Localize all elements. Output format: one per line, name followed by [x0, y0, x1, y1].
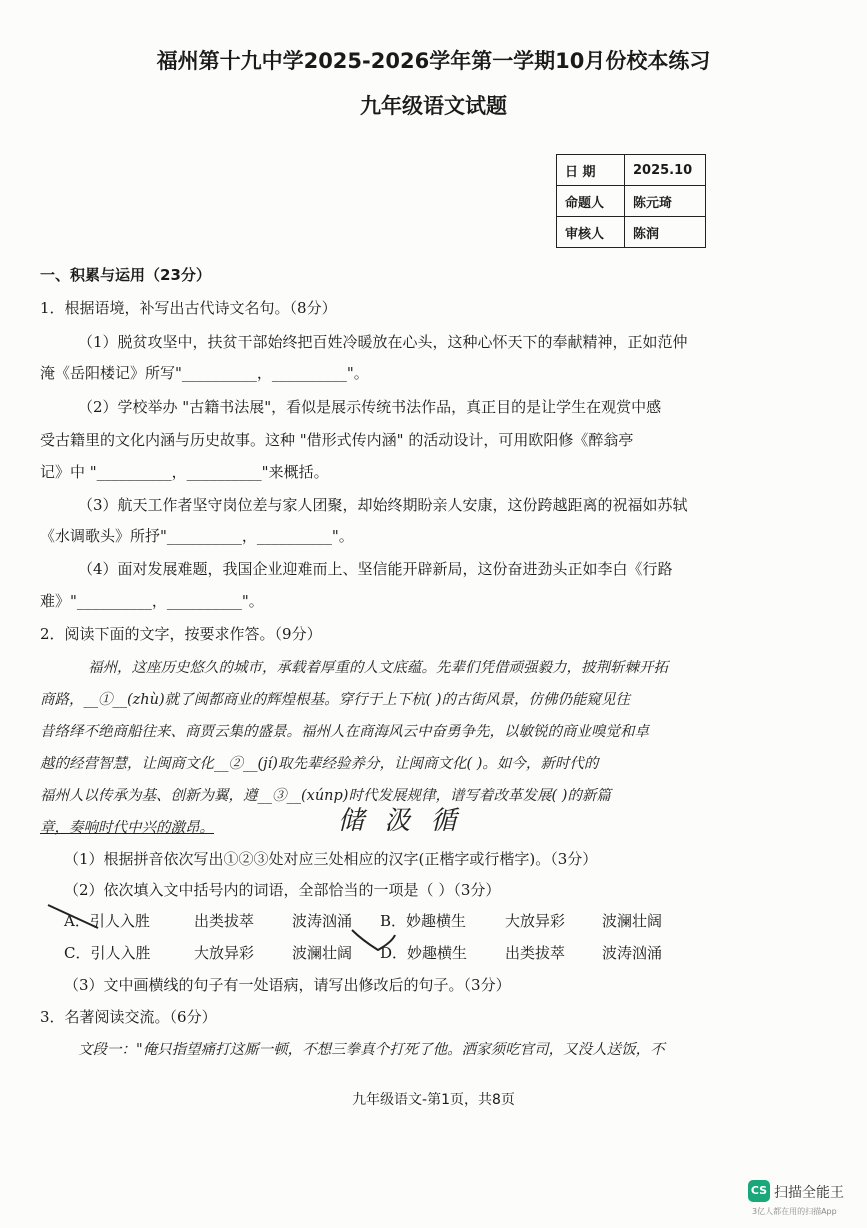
q2-sub-3: （3）文中画横线的句子有一处语病，请写出修改后的句子。（3分） — [64, 976, 511, 994]
option-b-1: B．妙趣横生 — [380, 912, 467, 930]
scanner-brand: 扫描全能王 — [774, 1185, 844, 1201]
section-title: 一、积累与运用（23分） — [40, 266, 211, 284]
option-a-3: 波涛汹涌 — [292, 912, 353, 930]
q1-line: 受古籍里的文化内涵与历史故事。这种 "借形式传内涵" 的活动设计，可用欧阳修《醉翁亭 — [40, 431, 634, 449]
q1-line: 记》中 "__________，__________"来概括。 — [40, 463, 329, 481]
info-value: 陈元琦 — [625, 186, 706, 217]
q1-line: 难》"__________，__________"。 — [40, 592, 264, 610]
question-1-stem: 1．根据语境，补写出古代诗文名句。（8分） — [40, 299, 337, 317]
exam-subtitle: 九年级语文试题 — [360, 94, 507, 118]
option-c-1: C．引人入胜 — [64, 944, 151, 962]
q1-line: （2）学校举办 "古籍书法展"，看似是展示传统书法作品，真正目的是让学生在观赏中感 — [78, 398, 662, 416]
option-a-1: A．引人入胜 — [64, 912, 150, 930]
option-d-3: 波涛汹涌 — [602, 944, 663, 962]
option-a-2: 出类拔萃 — [194, 912, 255, 930]
strike-mark-d — [352, 930, 395, 950]
info-key: 审核人 — [557, 217, 625, 248]
q3-excerpt: 文段一："俺只指望痛打这厮一顿，不想三拳真个打死了他。洒家须吃官司，又没人送饭，不 — [78, 1042, 665, 1058]
option-c-3: 波澜壮阔 — [292, 944, 353, 962]
q2-sub-1: （1）根据拼音依次写出①②③处对应三处相应的汉字(正楷字或行楷字)。（3分） — [64, 850, 598, 868]
question-3-stem: 3．名著阅读交流。（6分） — [40, 1008, 217, 1026]
info-key: 命题人 — [557, 186, 625, 217]
q1-line: 《水调歌头》所抒"__________，__________"。 — [40, 527, 354, 545]
option-b-2: 大放异彩 — [505, 912, 566, 930]
q2-passage-line: 福州，这座历史悠久的城市，承载着厚重的人文底蕴。先辈们凭借顽强毅力，披荆斩棘开拓 — [88, 660, 668, 676]
strike-mark-a — [48, 905, 98, 928]
q2-passage-line: 昔络绎不绝商船往来、商贾云集的盛景。福州人在商海风云中奋勇争先，以敏锐的商业嗅觉和卓 — [40, 724, 649, 740]
page-footer: 九年级语文-第1页，共8页 — [352, 1092, 515, 1108]
q2-sub-2: （2）依次填入文中括号内的词语，全部恰当的一项是（ ）（3分） — [64, 881, 501, 899]
question-2-stem: 2．阅读下面的文字，按要求作答。（9分） — [40, 625, 322, 643]
option-d-2: 出类拔萃 — [505, 944, 566, 962]
q1-line: （4）面对发展难题，我国企业迎难而上、坚信能开辟新局，这份奋进劲头正如李白《行路 — [78, 560, 673, 578]
info-value: 2025.10 — [625, 155, 706, 186]
option-c-2: 大放异彩 — [194, 944, 255, 962]
scanner-logo-icon: CS — [748, 1180, 770, 1202]
q2-passage-line: 福州人以传承为基、创新为翼，遵__③__(xúnp)时代发展规律，谱写着改革发展( )的新篇 — [40, 788, 611, 804]
info-key: 日 期 — [557, 155, 625, 186]
info-value: 陈润 — [625, 217, 706, 248]
q2-passage-line: 越的经营智慧，让闽商文化__②__(jí)取先辈经验养分，让闽商文化( )。如今，新时代的 — [40, 756, 599, 772]
q1-line: （1）脱贫攻坚中，扶贫干部始终把百姓冷暖放在心头，这种心怀天下的奉献精神，正如范仲 — [78, 333, 688, 351]
option-d-1: D．妙趣横生 — [380, 944, 468, 962]
scanner-tagline: 3亿人都在用的扫描App — [752, 1207, 837, 1216]
q1-line: 淹《岳阳楼记》所写"__________，__________"。 — [40, 364, 369, 382]
q2-passage-line-underlined: 章，奏响时代中兴的激昂。 — [40, 820, 214, 836]
handwritten-answer: 储 汲 循 — [338, 806, 463, 836]
option-b-3: 波澜壮阔 — [602, 912, 663, 930]
q1-line: （3）航天工作者坚守岗位差与家人团聚，却始终期盼亲人安康，这份跨越距离的祝福如苏轼 — [78, 496, 688, 514]
q2-passage-line: 商路，__①__(zhù)就了闽都商业的辉煌根基。穿行于上下杭( )的古街风景，仿佛仍能窥见往 — [40, 692, 631, 708]
exam-title: 福州第十九中学2025-2026学年第一学期10月份校本练习 — [156, 49, 711, 73]
